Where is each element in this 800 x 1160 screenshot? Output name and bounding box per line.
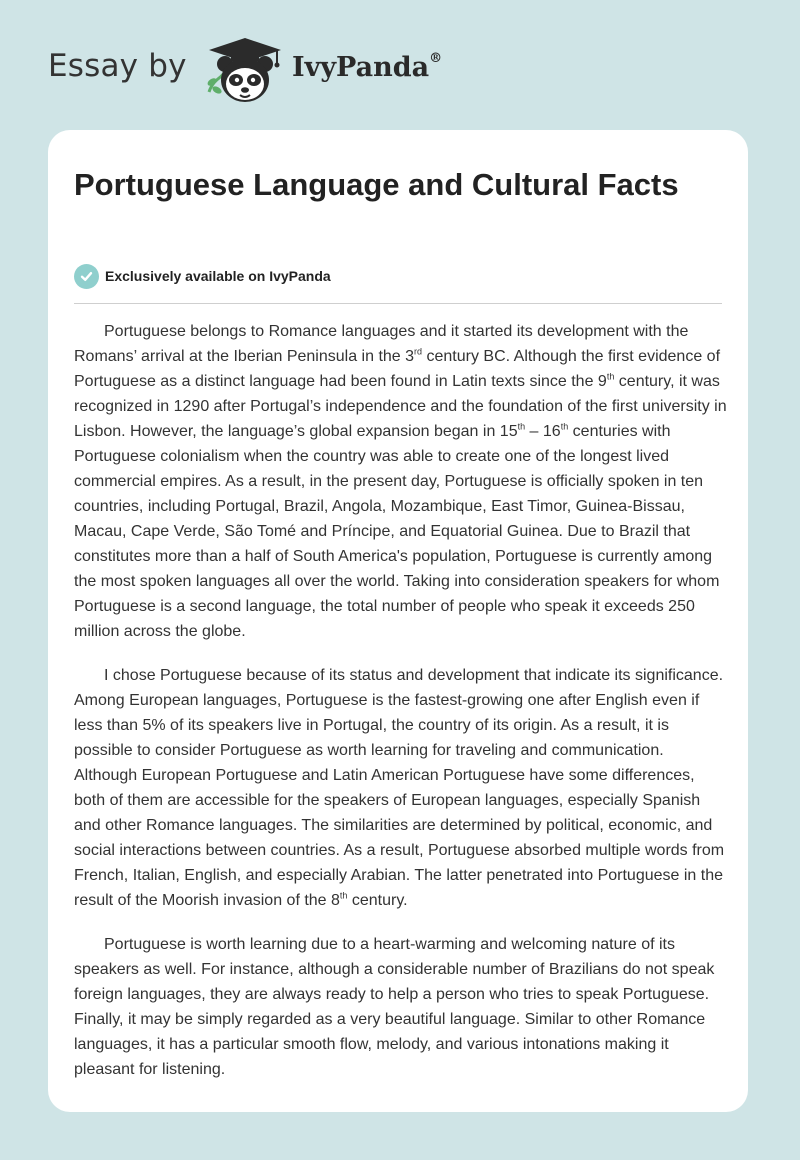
essay-by-label: Essay by bbox=[48, 48, 187, 84]
p1-sup-b: th bbox=[606, 371, 615, 382]
p2-sup-a: th bbox=[339, 890, 348, 901]
registered-mark: ® bbox=[429, 51, 443, 66]
paragraph-3 bbox=[74, 932, 728, 1082]
brand-text: IvyPanda bbox=[292, 52, 430, 83]
p2-text-b: century. bbox=[347, 892, 408, 909]
check-circle-icon bbox=[74, 264, 99, 289]
p1-sup-c: th bbox=[517, 421, 526, 432]
exclusive-badge bbox=[74, 262, 331, 290]
brand-name[interactable] bbox=[292, 52, 442, 83]
paragraph-2 bbox=[74, 663, 728, 913]
panda-graduation-cap-icon bbox=[203, 34, 285, 108]
p1-text-c: century, it was recognized in 1290 after Portugal’s independence and the foundation of the first university in Lisbon. However, the language’s global expansion began in 15 bbox=[74, 373, 727, 440]
p2-text-a: I chose Portuguese because of its status and development that indicate its significance. Among European languages, Portuguese is the fastest-growing one after English even if less than 5% of its speakers live in Portugal, the country of its origin. As a result, it is possible to consider Portuguese as worth learning for traveling and communication. Although European Portuguese and Latin American Portuguese have some differences, both of them are accessible for the speakers of European languages, especially Spanish and other Romance languages. The similarities are determined by political, economic, and social interactions between countries. As a result, Portuguese absorbed multiple words from French, Italian, English, and especially Arabian. The latter penetrated into Portuguese in the result of the Moorish invasion of the 8 bbox=[74, 667, 725, 909]
paragraph-1 bbox=[74, 319, 728, 644]
p1-text-a: Portuguese belongs to Romance languages and it started its development with the Romans’ arrival at the Iberian Peninsula in the 3 bbox=[74, 323, 689, 365]
p1-text-d: – 16 bbox=[525, 423, 561, 440]
essay-card bbox=[48, 130, 748, 1112]
p1-sup-d: th bbox=[560, 421, 569, 432]
divider bbox=[74, 303, 722, 304]
site-header bbox=[48, 30, 548, 110]
p1-text-b: century BC. Although the first evidence of Portuguese as a distinct language had been found in Latin texts since the 9 bbox=[74, 348, 721, 390]
essay-body bbox=[74, 319, 728, 1101]
exclusive-label: Exclusively available on IvyPanda bbox=[105, 268, 331, 284]
p1-text-e: centuries with Portuguese colonialism when the country was able to create one of the longest lived commercial empires. As a result, in the present day, Portuguese is officially spoken in ten countries, including Portugal, Brazil, Angola, Mozambique, East Timor, Guinea-Bissau, Macau, Cape Verde, São Tomé and Príncipe, and Equatorial Guinea. Due to Brazil that constitutes more than a half of South America's population, Portuguese is currently among the most spoken languages all over the world. Taking into consideration speakers for whom Portuguese is a second language, the total number of people who speak it exceeds 250 million across the globe. bbox=[74, 423, 720, 640]
p3-text-a: Portuguese is worth learning due to a heart-warming and welcoming nature of its speakers as well. For instance, although a considerable number of Brazilians do not speak foreign languages, they are always ready to help a person who tries to speak Portuguese. Finally, it may be simply regarded as a very beautiful language. Similar to other Romance languages, it has a particular smooth flow, melody, and various intonations making it pleasant for listening. bbox=[74, 936, 715, 1078]
essay-title: Portuguese Language and Cultural Facts bbox=[74, 167, 679, 202]
p1-sup-a: rd bbox=[414, 346, 423, 357]
